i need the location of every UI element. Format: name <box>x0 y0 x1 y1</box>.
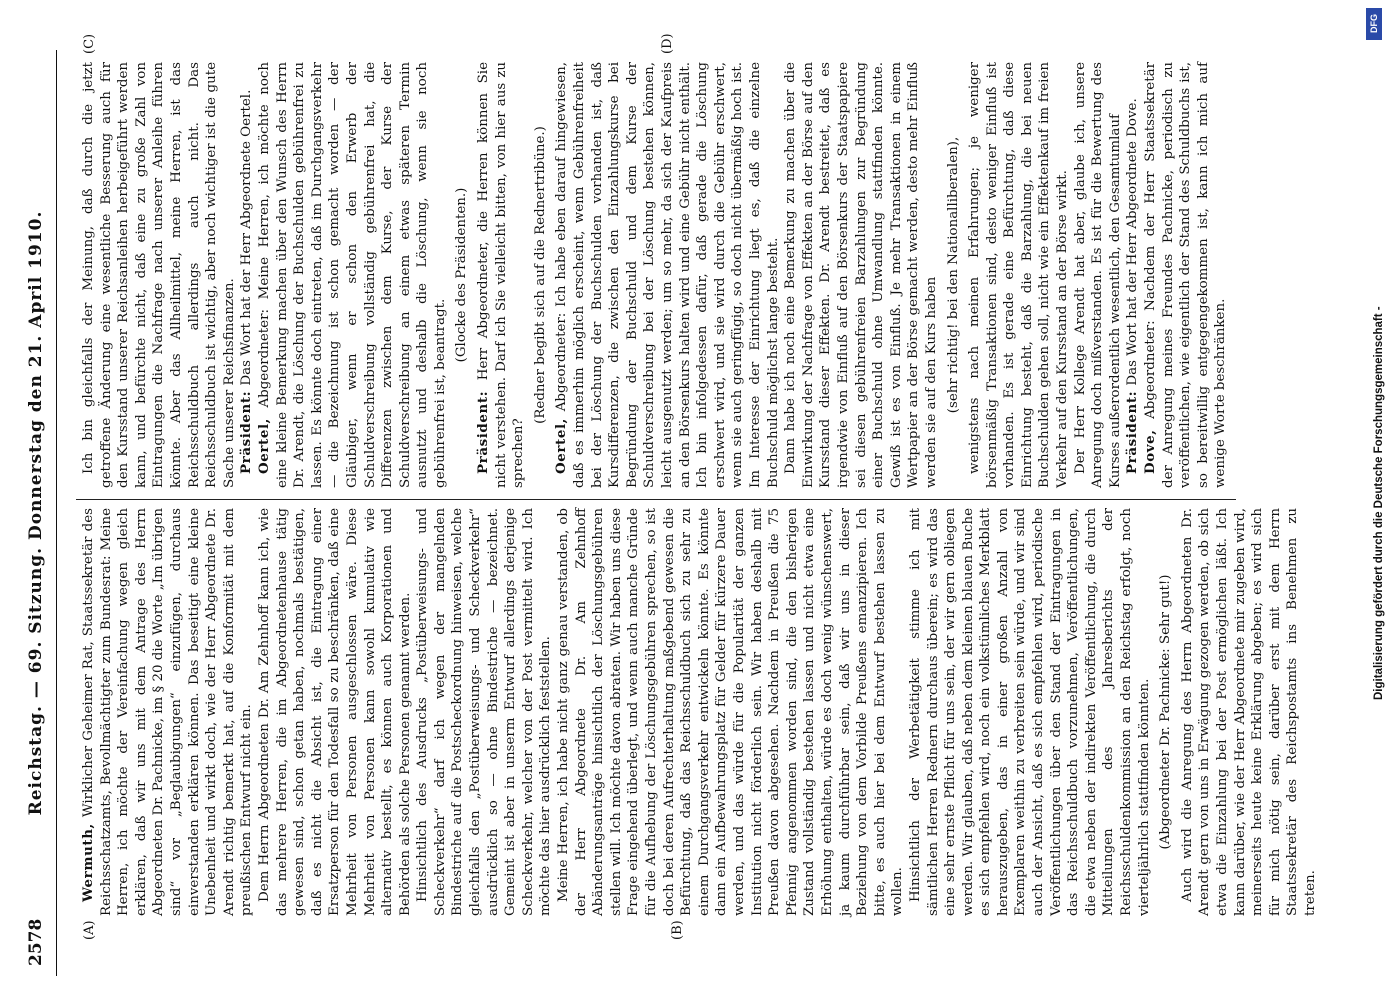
stage-direction: (sehr richtig! bei den Nationalliberalen), <box>945 136 961 414</box>
page-header <box>20 50 60 976</box>
margin-marker-a: (A) <box>82 920 97 940</box>
column-divider <box>76 499 1236 500</box>
paragraph <box>907 508 1153 916</box>
paragraph <box>475 62 528 488</box>
margin-marker-d: (D) <box>660 33 675 54</box>
stage-direction: (Glocke des Präsidenten.) <box>454 187 470 363</box>
paragraph-text: Abgeordneter: Ich habe eben darauf hingewiesen, daß es immerhin möglich erscheint, wenn Gebührenfreiheit bei der Löschung der Buchschulden vorhanden ist, daß Kursdifferenzen, die zwischen den Einzahlungskurse bei Begründung der Buchschuld und dem Kurse der Schuldverschreibung bei der Löschung bestehen können, leicht ausgenutzt werden; um so mehr, da sich der Kaufpreis an den Börsenkurs halten wird und eine Gebühr nicht enthält. Ich bin infolgedessen dafür, daß gerade die Löschung erschwert wird, und sie wird durch die Gebühr erschwert, wenn sie auch geringfügig, so doch nicht übermäßig hoch ist. Im Interesse der Einrichtung liegt es, daß die einzelne Buchschuld möglichst lange besteht. <box>554 62 781 488</box>
president-label: Präsident: <box>475 380 492 474</box>
paragraph <box>256 62 450 488</box>
paragraph-text: Das Wort hat der Herr Abgeordnete Dove. <box>1125 98 1141 386</box>
paragraph-text: Ich bin gleichfalls der Meinung, daß durch die jetzt getroffene Änderung eine wesentliche Besserung auch für den Kursstand unserer Reichsanleihen herbeigeführt werden kann, und befürchte nicht, daß eine zu große Zahl von Eintragungen die Nachfrage nach unserer Anleihe führen könnte. Aber das Allheilmittel, meine Herren, ist das Reichsschuldbuch allerdings auch nicht. Das Reichsschuldbuch ist wichtig, aber noch wichtiger ist die gute Sache unserer Reichsfinanzen. <box>81 62 237 488</box>
paragraph <box>1179 508 1320 916</box>
paragraph <box>80 508 256 916</box>
header-rule <box>56 50 57 976</box>
paragraph <box>782 62 940 488</box>
paragraph-text: Herr Abgeordneter, die Herren können Sie nicht verstehen. Darf ich Sie vielleicht bitten, von hier aus zu sprechen? <box>476 62 527 488</box>
paragraph-text: Auch wird die Anregung des Herrn Abgeordneten Dr. Arendt gern von uns in Erwägung gezogen werden, ob sich etwa die Einzahlung bei der Post ermöglichen läßt. Ich kann darüber, wie der Herr Abgeordnete mir zugeben wird, meinerseits heute keine Erklärung abgeben; es wird sich für mich nötig sein, darüber erst mit dem Herrn Staatssekretär des Reichspostamts ins Benehmen zu treten. <box>1179 508 1318 916</box>
paragraph <box>1142 62 1230 488</box>
stage-direction: (Redner begibt sich auf die Rednertribüne.) <box>532 126 548 424</box>
speaker-name: Oertel, <box>255 407 272 474</box>
paragraph <box>414 508 555 916</box>
paragraph-text: Meine Herren, ich habe nicht ganz genau verstanden, ob der Herr Abgeordnete Dr. Am Zehnhoff Abänderungsanträge hinsichtlich der Löschungsgebühren stellen will. Ich möchte davon abraten. Wir haben uns diese Frage eingehend überlegt, und wenn auch manche Gründe für die Aufhebung der Löschungsgebühren sprechen, so ist doch bei deren Aufrechterhaltung maßgebend gewesen die Befürchtung, daß das Reichsschuldbuch sich zu sehr zu einem Durchgangsverkehr entwickeln könnte. Es könnte dann ein Aufbewahrungsplatz für Gelder für kürzere Dauer werden, und das würde für die Popularität der ganzen Institution nicht förderlich sein. Wir haben deshalb mit Preußen davon abgesehen. Nachdem in Preußen die 75 Pfennig angenommen worden sind, die den bisherigen Zustand vollständig bestehen lassen und nicht etwa eine Erhöhung enthalten, würde es doch wenig wünschenswert, ja kaum durchführbar sein, daß wir uns in dieser Beziehung von dem Vorbilde Preußens emanzipieren. Ich bitte, es auch hier bei dem Entwurf bestehen lassen zu wollen. <box>556 508 906 916</box>
president-label: Präsident: <box>238 385 255 474</box>
digitization-credit: Digitalisierung gefördert durch die Deutsche Forschungsgemeinschaft - <box>1373 306 1385 700</box>
paragraph-text: Hinsichtlich des Ausdrucks „Postüberweisungs- und Scheckverkehr“ darf ich wegen der mangelnden Bindestriche auf die Postscheckordnung hinweisen, welche gleichfalls den „Postüberweisungs- und Scheckverkehr“ ausdrücklich so — ohne Bindestriche — bezeichnet. Gemeint ist aber in unserm Entwurf allerdings derjenige Scheckverkehr, welcher von der Post vermittelt wird. Ich möchte das hier ausdrücklich feststellen. <box>415 508 554 916</box>
dfg-logo: DFG <box>1366 8 1382 40</box>
speaker-name: Dove, <box>1142 418 1159 474</box>
stage-direction: (Abgeordneter Dr. Pachnicke: Sehr gut!) <box>1158 574 1174 850</box>
speaker-name: Wermuth, <box>80 817 96 902</box>
page-number: 2578 <box>26 918 46 966</box>
paragraph-text: Dem Herrn Abgeordneten Dr. Am Zehnhoff kann ich, wie das mehrere Herren, die im Abgeordnetenhause tätig gewesen sind, schon getan haben, nochmals bestätigen, daß es nicht die Absicht ist, die Eintragung einer Ersatzperson für den Todesfall so zu beschränken, daß eine Mehrheit von Personen ausgeschlossen wäre. Diese Mehrheit von Personen kann sowohl kumulativ wie alternativ bestellt, es können auch Korporationen und Behörden als solche Personen genannt werden. <box>256 508 413 916</box>
paragraph-text: Abgeordneter: Nachdem der Herr Staatssekretär der Anregung meines Freundes Pachnicke, periodisch zu veröffentlichen, wie eigentlich der Stand des Schuldbuchs ist, so bereitwillig entgegengekommen ist, kann ich mich auf wenige Worte beschränken. <box>1143 62 1229 488</box>
president-label: Präsident: <box>1124 385 1141 474</box>
paragraph <box>238 62 256 488</box>
paragraph <box>553 62 782 488</box>
page-title: Reichstag. — 69. Sitzung. Donnerstag den 21. April 1910. <box>26 210 46 816</box>
paragraph <box>966 62 1072 488</box>
paragraph <box>1124 62 1142 488</box>
paragraph <box>256 508 414 916</box>
paragraph-text: Der Herr Kollege Arendt hat aber, glaube ich, unsere Anregung doch mißverstanden. Es ist für die Bewertung des Kurses außerordentlich wesentlich, den Gesamtumlauf <box>1072 62 1123 488</box>
paragraph <box>80 62 238 488</box>
paragraph-text: Das Wort hat der Herr Abgeordnete Oertel. <box>239 89 255 386</box>
margin-marker-c: (C) <box>82 33 97 54</box>
margin-marker-b: (B) <box>670 920 685 940</box>
paragraph <box>1072 62 1125 488</box>
paragraph-text: Wirklicher Geheimer Rat, Staatssekretär des Reichsschatzamts, Bevollmächtigter zum Bundesrat: Meine Herren, ich möchte der Vereinfachung wegen gleich erklären, daß wir uns mit dem Antrage des Herrn Abgeordneten Dr. Pachnicke, im § 20 die Worte „Im übrigen sind“ vor „Beglaubigungen“ einzufügen, durchaus einverstanden erklären können. Das beseitigt eine kleine Unebenheit und wirkt doch, wie der Herr Abgeordnete Dr. Arendt richtig bemerkt hat, auf die Konformität mit dem preußischen Entwurf nicht ein. <box>81 508 255 916</box>
left-text-column <box>80 508 1318 916</box>
right-text-column <box>80 62 1230 488</box>
paragraph <box>555 508 907 916</box>
speaker-name: Oertel, <box>553 411 570 474</box>
paragraph-text: Dann habe ich noch eine Bemerkung zu machen über die Einwirkung der Nachfrage von Effekten an der Börse auf den Kursstand dieser Effekten. Dr. Arendt bestreitet, daß es irgendwie von Einfluß auf den Börsenkurs der Staatspapiere sei diesen gebührenfreien Barzahlungen zur Begründung einer Buchschuld ohne Umwandlung stattfinden könnte. Gewiß ist es von Einfluß. Je mehr Transaktionen in einem Wertpapier an der Börse gemacht werden, desto mehr Einfluß werden sie auf den Kurs haben <box>783 62 939 488</box>
paragraph-text: wenigstens nach meinen Erfahrungen; je weniger börsenmäßig Transaktionen sind, desto weniger Einfluß ist vorhanden. Es ist gerade eine Befürchtung, daß diese Einrichtung besteht, daß die Barzahlung, die bei neuen Buchschulden gehen soll, nicht wie ein Effektenkauf im freien Verkehr auf den Kursstand an der Börse wirkt. <box>967 62 1071 488</box>
paragraph-text: Abgeordneter: Meine Herren, ich möchte noch eine kleine Bemerkung machen über den Wunsch des Herrn Dr. Arendt, die Löschung der Buchschulden gebührenfrei zu lassen. Es könnte doch eintreten, daß im Durchgangsverkehr — die Bezeichnung ist schon gemacht worden — der Gläubiger, wenn er schon den Erwerb der Schuldverschreibung vollständig gebührenfrei hat, die Differenzen zwischen dem Kurse, der Kurse der Schuldverschreibung an einem etwas späteren Termin ausnutzt und deshalb die Löschung, wenn sie noch gebührenfrei ist, beantragt. <box>256 61 448 488</box>
paragraph-text: Hinsichtlich der Werbetätigkeit stimme ich mit sämtlichen Herren Rednern durchaus überein; es wird das eine sehr ernste Pflicht für uns sein, der wir gern obliegen werden. Wir glauben, daß neben dem kleinen blauen Buche es sich empfehlen wird, noch ein volkstümliches Merkblatt herauszugeben, das in einer großen Anzahl von Exemplaren weithin zu verbreiten sein würde, und wir sind auch der Ansicht, daß es sich empfehlen wird, periodische Veröffentlichungen über den Stand der Eintragungen in das Reichsschuldbuch vorzunehmen, Veröffentlichungen, die etwa neben der indirekten Veröffentlichung, die durch Mitteilungen des Jahresberichts der Reichsschuldenkommission an den Reichstag erfolgt, noch vierteljährlich stattfinden könnten. <box>907 508 1152 916</box>
